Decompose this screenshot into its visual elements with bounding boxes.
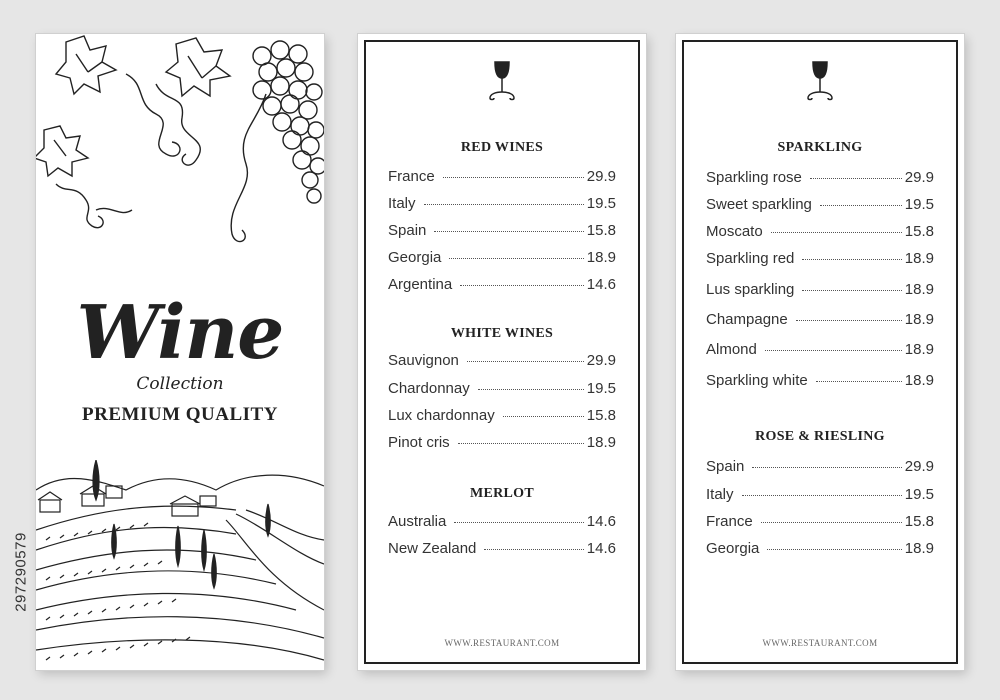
menu-item: Sparkling rose 29.9 — [706, 169, 934, 186]
menu-item: Spain 29.9 — [706, 458, 934, 475]
wine-glass-icon — [485, 60, 519, 102]
menu-item: Sparkling red 18.9 — [706, 250, 934, 267]
menu-item: Australia 14.6 — [388, 513, 616, 530]
image-id-watermark — [8, 462, 34, 682]
menu-item: France 29.9 — [388, 168, 616, 185]
image-id-text: 297290579 — [12, 532, 30, 612]
menu-item: New Zealand 14.6 — [388, 540, 616, 557]
wine-glass-icon — [803, 60, 837, 102]
menu-item: Georgia 18.9 — [388, 249, 616, 266]
menu-card-left — [358, 34, 646, 670]
menu-item: Sauvignon 29.9 — [388, 352, 616, 369]
footer-url: WWW.RESTAURANT.COM — [444, 638, 560, 648]
vineyard-landscape-illustration — [36, 460, 324, 670]
section-title-red-wines: RED WINES — [460, 140, 544, 155]
section-title-rose-riesling: ROSE & RIESLING — [755, 429, 885, 444]
menu-item: France 15.8 — [706, 513, 934, 530]
menu-item: Pinot cris 18.9 — [388, 434, 616, 451]
menu-item: Italy 19.5 — [388, 195, 616, 212]
menu-item: Argentina 14.6 — [388, 276, 616, 293]
menu-item: Almond 18.9 — [706, 341, 934, 358]
cover-card — [36, 34, 324, 670]
cover-title: Wine — [76, 290, 284, 376]
menu-item: Georgia 18.9 — [706, 540, 934, 557]
menu-card-right — [676, 34, 964, 670]
menu-item: Chardonnay 19.5 — [388, 380, 616, 397]
menu-item: Italy 19.5 — [706, 486, 934, 503]
grapevine-illustration — [36, 34, 324, 284]
cover-subtitle: Collection — [136, 374, 224, 394]
section-title-sparkling: SPARKLING — [777, 140, 863, 155]
menu-item: Lux chardonnay 15.8 — [388, 407, 616, 424]
menu-item: Champagne 18.9 — [706, 311, 934, 328]
menu-item: Sparkling white 18.9 — [706, 372, 934, 389]
menu-item: Spain 15.8 — [388, 222, 616, 239]
menu-item: Moscato 15.8 — [706, 223, 934, 240]
footer-url: WWW.RESTAURANT.COM — [762, 638, 878, 648]
section-title-merlot: MERLOT — [469, 486, 535, 501]
cover-tagline: PREMIUM QUALITY — [82, 404, 278, 425]
menu-item: Lus sparkling 18.9 — [706, 281, 934, 298]
section-title-white-wines: WHITE WINES — [450, 326, 554, 341]
menu-item: Sweet sparkling 19.5 — [706, 196, 934, 213]
